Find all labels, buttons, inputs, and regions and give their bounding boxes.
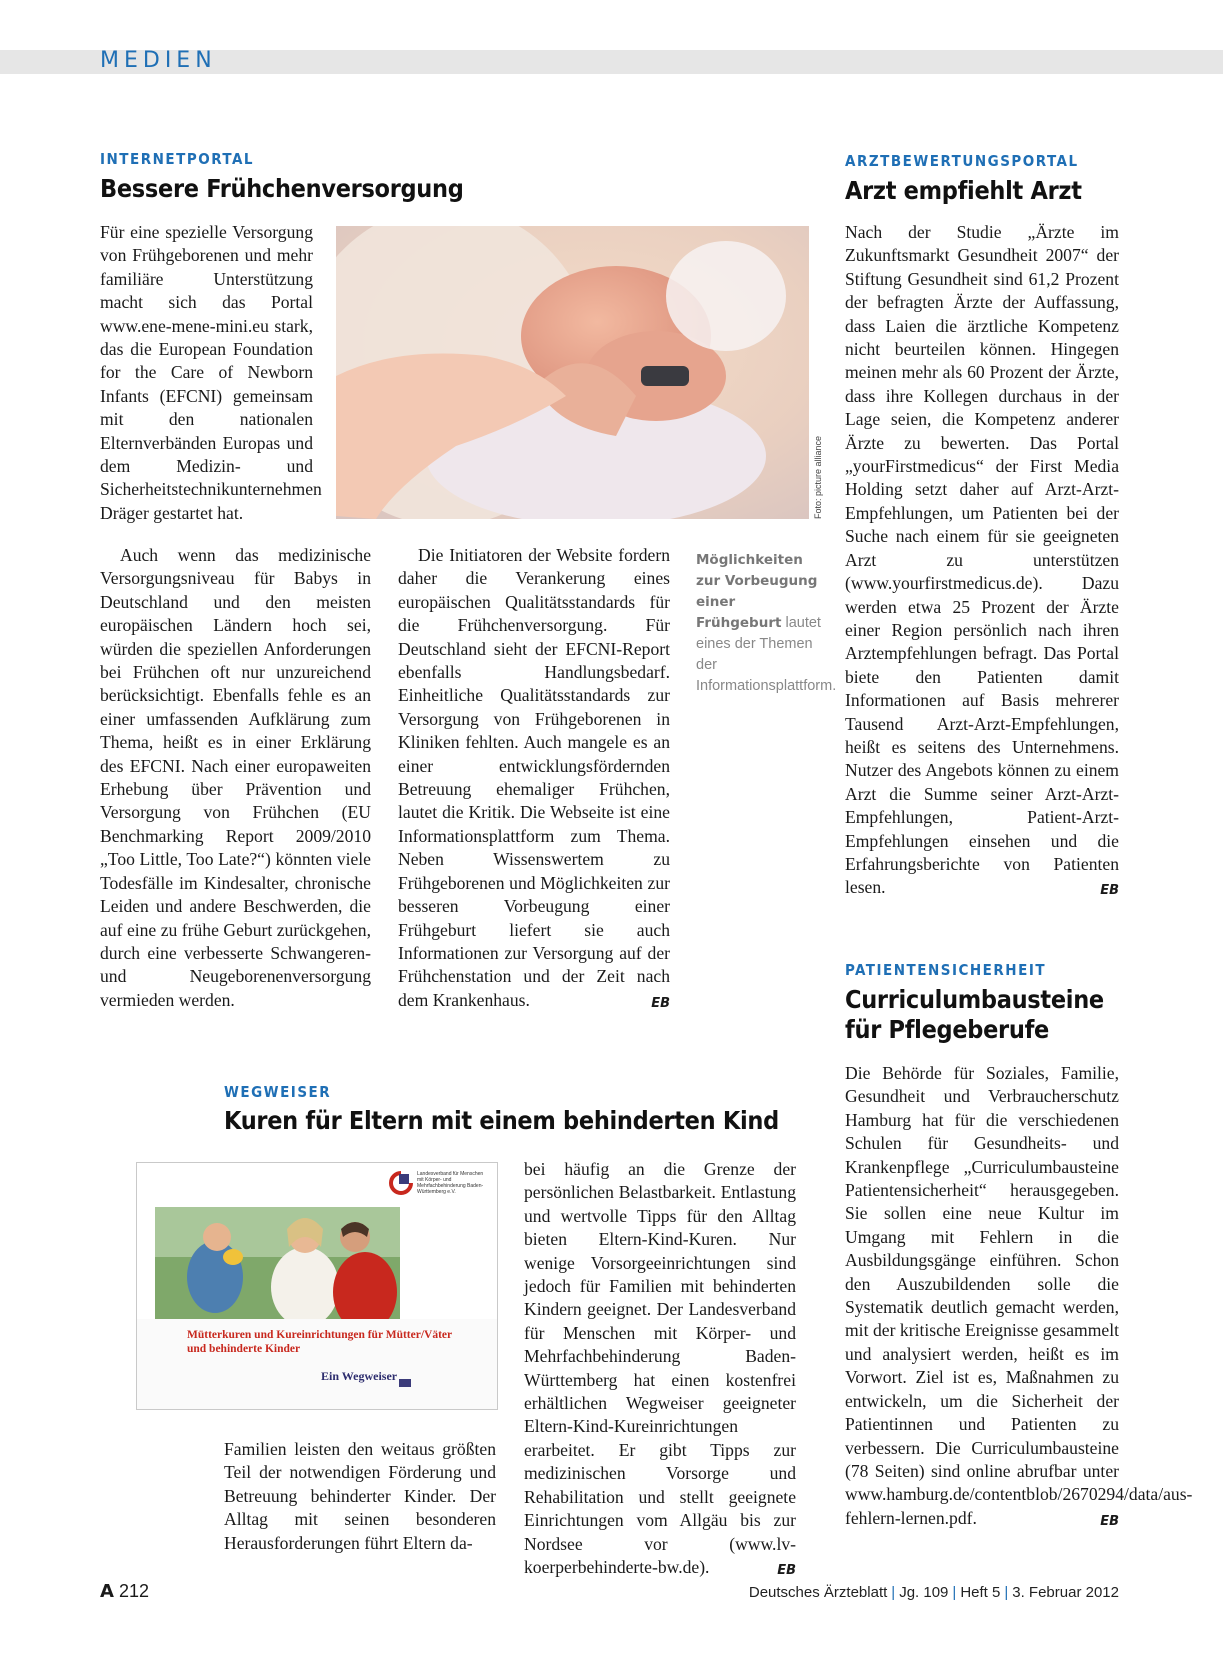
journal-volume: Jg. 109 (899, 1584, 949, 1601)
article3-headline-line1: Curriculumbausteine (845, 985, 1104, 1014)
article4-column1 (224, 1438, 496, 1555)
page-number-value: 212 (118, 1581, 149, 1601)
cover-title: Mütterkuren und Kureinrichtungen für Mütter/Väter und behinderte Kinder (187, 1329, 452, 1355)
newborn-photo (336, 226, 809, 519)
article1-headline: Bessere Frühchenversorgung (100, 174, 464, 203)
photo-caption (696, 550, 837, 697)
article1-column1 (100, 544, 371, 1012)
article1-kicker: INTERNETPORTAL (100, 150, 255, 168)
footer-citation: Deutsches Ärzteblatt | Jg. 109 | Heft 5 | 3. Februar 2012 (748, 1584, 1119, 1601)
cover-org-text: Landesverband für Menschen mit Körper- und Mehrfachbehinderung Baden-Württemberg e.V. (417, 1171, 484, 1195)
article2-kicker: ARZTBEWERTUNGSPORTAL (845, 152, 1079, 170)
org-logo (389, 1171, 413, 1195)
caption-rest: lautet eines der Themen der Informationsplattform. (696, 615, 837, 694)
article4-paragraph1: Familien leisten den weitaus größten Teil der notwendigen Förderung und Betreuung behinderter Kinder. Der Alltag mit seinen besonderen Herausforderungen führt Eltern da- (224, 1439, 496, 1553)
article2-signature: EB (1100, 883, 1119, 899)
cover-mark (399, 1379, 411, 1387)
article1-intro-text: Für eine spezielle Versorgung von Frühgeborenen und mehr familiäre Unterstützung macht sich das Portal www.ene-mene-mini.eu stark, das die European Foundation for the Care of Newborn Infants (EFCNI) gemeinsam mit den nationalen Elternverbänden Europas und dem Medizin- und Sicherheitstechnikunternehmen Dräger gestartet hat. (100, 222, 322, 523)
article4-headline: Kuren für Eltern mit einem behinderten Kind (224, 1106, 779, 1135)
journal-issue: Heft 5 (960, 1584, 1001, 1601)
cover-subtitle: Ein Wegweiser (321, 1369, 398, 1383)
caption-bold: Möglichkeiten zur Vorbeugung einer Frühgeburt (696, 552, 818, 631)
photo-credit: Foto: picture alliance (813, 435, 823, 519)
article3-kicker: PATIENTENSICHERHEIT (845, 961, 1047, 979)
article3-text: Die Behörde für Soziales, Familie, Gesundheit und Verbraucherschutz Hamburg hat für die verschiedenen Schulen für Gesundheits- und Krankenpflege „Curriculumbausteine Patientensicherheit“ herausgegeben. Sie sollen eine neue Kultur im Umgang mit Fehlern in die Ausbildungsgänge einführen. Schon den Auszubildenden solle die Systematik deutlich gemacht werden, mit der kritische Ereignisse gesammelt und analysiert werden, heißt es im Vorwort. Ziel ist es, Maßnahmen zu entwickeln, um die Sicherheit der Patientinnen und Patienten zu verbessern. Die Curriculumbausteine (78 Seiten) sind online abrufbar unter www.hamburg.de/contentblob/2670294/data/aus-fehlern-lernen.pdf. (845, 1063, 1193, 1528)
article1-paragraph3: Die Initiatoren der Website fordern daher die Verankerung eines europäischen Qualitätsstandards für die Frühchenversorgung. Für Deutschland sieht der EFCNI-Report ebenfalls Handlungsbedarf. Einheitliche Qualitätsstandards zur Versorgung von Frühgeborenen in Kliniken fehlten. Auch mangele es an einer entwicklungsfördernden Betreuung ehemaliger Frühchen, lautet die Kritik. Die Webseite ist eine Informationsplattform zum Thema. Neben Wissenswertem zu Frühgeborenen und Möglichkeiten zur besseren Vorbeugung einer Frühgeburt liefert sie auch Informationen zur Versorgung auf der Frühchenstation und der Zeit nach dem Krankenhaus. (398, 545, 670, 1010)
article4-kicker: WEGWEISER (224, 1083, 332, 1101)
journal-date: 3. Februar 2012 (1012, 1584, 1119, 1601)
page-prefix: A (100, 1581, 114, 1602)
article3-body (845, 1062, 1193, 1533)
section-label: MEDIEN (100, 48, 217, 73)
family-photo (155, 1207, 400, 1319)
journal-name: Deutsches Ärzteblatt (748, 1584, 888, 1601)
article1-intro (100, 221, 322, 525)
article4-paragraph2: bei häufig an die Grenze der persönlichen Belastbarkeit. Entlastung und wertvolle Tipps für den Alltag bieten Eltern-Kind-Kuren. Nur wenige Vorsorgeeinrichtungen sind jedoch für Familien mit behinderten Kindern geeignet. Der Landesverband für Menschen mit Körper- und Mehrfachbehinderung Baden-Württemberg hat einen kostenfrei erhältlichen Wegweiser geeigneter Eltern-Kind-Kureinrichtungen erarbeitet. Er gibt Tipps zur medizinischen Vorsorge und Rehabilitation und stellt geeignete Einrichtungen vom Allgäu bis zur Nordsee vor (www.lv-koerperbehinderte-bw.de). (524, 1159, 796, 1577)
article2-headline: Arzt empfiehlt Arzt (845, 176, 1082, 205)
article4-column2 (524, 1158, 796, 1582)
article3-headline (845, 985, 1104, 1045)
article3-signature: EB (1100, 1513, 1119, 1529)
article1-signature: EB (651, 995, 670, 1011)
brochure-cover (136, 1162, 498, 1410)
article3-headline-line2: für Pflegeberufe (845, 1015, 1050, 1044)
article1-paragraph2: Auch wenn das medizinische Versorgungsniveau für Babys in Deutschland und den meisten europäischen Ländern hoch sei, würden die speziellen Anforderungen bei Frühchen oft nur unzureichend berücksichtigt. Ebenfalls fehle es an einer umfassenden Aufklärung zum Thema, heißt es in einer Erklärung des EFCNI. Nach einer europaweiten Erhebung über Prävention und Versorgung von Frühchen (EU Benchmarking Report 2009/2010 „Too Little, Too Late?“) könnten viele Todesfälle im Kindesalter, chronische Leiden und andere Beschwerden, die auf eine zu frühe Geburt zurückgehen, durch eine verbesserte Schwangeren- und Neugeborenenversorgung vermieden werden. (100, 545, 371, 1010)
page-number (100, 1581, 149, 1602)
article2-body (845, 221, 1119, 903)
article2-text: Nach der Studie „Ärzte im Zukunftsmarkt Gesundheit 2007“ der Stiftung Gesundheit sind 61,2 Prozent der befragten Ärzte der Auffassung, dass Laien die ärztliche Kompetenz nicht beurteilen können. Hingegen meinen mehr als 60 Prozent der Ärzte, dass ihre Kollegen durchaus in der Lage seien, die Kompetenz anderer Ärzte zu bewerten. Das Portal „yourFirstmedicus“ der First Media Holding setzt daher auf Arzt-Arzt-Empfehlungen, um Patienten bei der Suche nach einem für sie geeigneten Arzt zu unterstützen (www.yourfirstmedicus.de). Dazu werden etwa 25 Prozent der Ärzte einer Region persönlich nach ihren Arztempfehlungen befragt. Das Portal biete den Patienten damit Informationen auf Basis mehrerer Tausend Arzt-Arzt-Empfehlungen, heißt es seitens des Unternehmens. Nutzer des Angebots können zu einem Arzt die Summe seiner Arzt-Arzt-Empfehlungen, Patient-Arzt-Empfehlungen einsehen und die Erfahrungsberichte von Patienten lesen. (845, 222, 1119, 898)
article4-signature: EB (777, 1562, 796, 1578)
article1-column2 (398, 544, 670, 1015)
